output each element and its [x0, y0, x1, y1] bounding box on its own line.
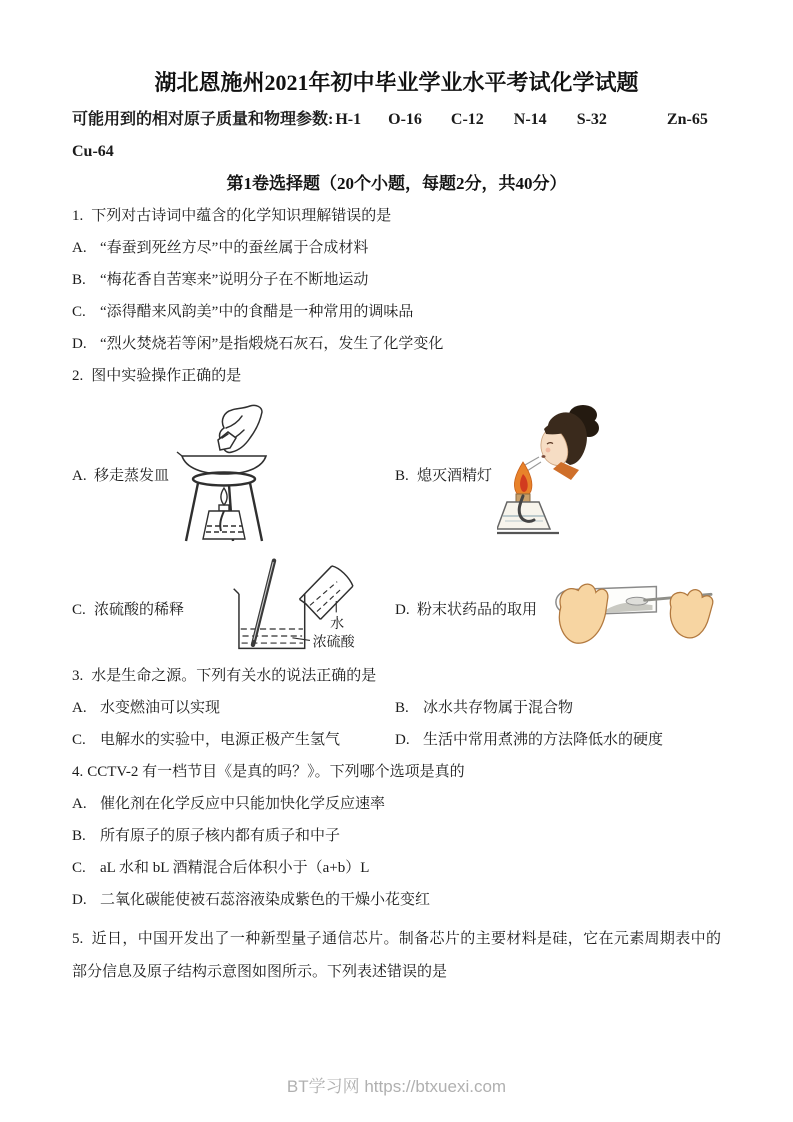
left-hand: [559, 584, 608, 643]
question-stem-text: 下列对古诗词中蕴含的化学知识理解错误的是: [91, 208, 392, 224]
option-text: 二氧化碳能使被石蕊溶液染成紫色的干燥小花变红: [100, 892, 431, 908]
option-label: B.: [395, 467, 409, 484]
option-text: 冰水共存物属于混合物: [423, 700, 574, 716]
question-1-option-a: [72, 239, 721, 271]
option-label: C.: [72, 860, 86, 876]
question-4-stem: [72, 763, 721, 795]
question-3: [72, 667, 721, 763]
question-number: 5.: [72, 931, 84, 947]
question-2-figures: [72, 399, 721, 667]
beaker: [239, 594, 305, 648]
question-2-option-d: [395, 549, 721, 667]
question-4-option-a: [72, 795, 721, 827]
option-label: B.: [395, 700, 409, 716]
acid-pointer: [292, 638, 310, 641]
option-text: “春蚕到死丝方尽”中的蚕丝属于合成材料: [100, 240, 369, 256]
option-label: D.: [72, 892, 87, 908]
option-text: 移走蒸发皿: [94, 467, 170, 484]
question-number: 3.: [72, 668, 84, 684]
question-number: 1.: [72, 208, 84, 224]
water-label: 水: [330, 617, 345, 633]
option-text: 水变燃油可以实现: [100, 700, 221, 716]
question-4: [72, 763, 721, 923]
girl-head: [541, 405, 599, 480]
alcohol-lamp: [497, 494, 559, 533]
question-4-option-c: [72, 859, 721, 891]
flame-icon: [514, 462, 531, 496]
question-4-option-b: [72, 827, 721, 859]
question-stem-text: CCTV-2 有一档节目《是真的吗？》。下列哪个选项是真的: [87, 764, 465, 780]
option-text: 生活中常用煮沸的方法降低水的硬度: [423, 732, 664, 748]
question-1-option-c: [72, 303, 721, 335]
atomic-mass-prefix: 可能用到的相对原子质量和物理参数:: [72, 111, 334, 128]
question-number: 4.: [72, 764, 84, 780]
atomic-mass-s: S-32: [576, 111, 607, 128]
atomic-mass-h: H-1: [335, 111, 362, 128]
page-title: 湖北恩施州2021年初中毕业学业水平考试化学试题: [154, 70, 639, 95]
question-1-option-d: [72, 335, 721, 367]
question-3-stem: [72, 667, 721, 699]
option-text: 浓硫酸的稀释: [94, 601, 185, 618]
option-label: D.: [395, 601, 410, 618]
question-stem-text: 水是生命之源。下列有关水的说法正确的是: [91, 668, 377, 684]
question-1-option-b: [72, 271, 721, 303]
option-label: C.: [72, 732, 86, 748]
atomic-mass-line: [72, 110, 721, 130]
question-1-stem: [72, 207, 721, 239]
right-hand: [670, 590, 712, 638]
option-label: A.: [72, 467, 87, 484]
evaporating-dish: [182, 456, 266, 474]
option-label: A.: [72, 700, 87, 716]
question-2-option-c: [72, 549, 395, 667]
option-label: A.: [72, 796, 87, 812]
option-text: 催化剂在化学反应中只能加快化学反应速率: [100, 796, 386, 812]
section-title: 第1卷选择题（20个小题，每题2分，共40分）: [226, 174, 567, 193]
option-label: C.: [72, 601, 86, 618]
option-label: B.: [72, 828, 86, 844]
question-3-option-c: [72, 731, 395, 763]
atomic-mass-n: N-14: [513, 111, 547, 128]
question-3-option-a: [72, 699, 395, 731]
question-3-option-b: [395, 699, 721, 731]
alcohol-lamp: [203, 488, 245, 539]
option-label: C.: [72, 304, 86, 320]
question-number: 2.: [72, 368, 84, 384]
question-3-option-d: [395, 731, 721, 763]
acid-label: 浓硫酸: [312, 635, 355, 651]
option-label: D.: [395, 732, 410, 748]
question-2-option-b: [395, 399, 721, 549]
option-text: “添得醋来风韵美”中的食醋是一种常用的调味品: [100, 304, 414, 320]
option-text: 所有原子的原子核内都有质子和中子: [100, 828, 341, 844]
atomic-mass-line-2: Cu-64: [72, 143, 114, 160]
figure-extinguish-alcohol-lamp: [497, 404, 609, 544]
option-text: 粉末状药品的取用: [417, 601, 538, 618]
question-4-option-d: [72, 891, 721, 923]
question-stem-text: 图中实验操作正确的是: [91, 368, 242, 384]
figure-dilute-sulfuric-acid: [189, 552, 395, 664]
question-2-option-a: [72, 399, 395, 549]
question-5-stem: [72, 923, 721, 989]
option-label: A.: [72, 240, 87, 256]
figure-moving-evaporating-dish: [174, 404, 274, 544]
option-text: 熄灭酒精灯: [417, 467, 493, 484]
atomic-mass-zn: Zn-65: [666, 111, 708, 128]
option-label: D.: [72, 336, 87, 352]
option-text: “梅花香自苦寒来”说明分子在不断地运动: [100, 272, 369, 288]
watermark: BT学习网 https://btxuexi.com: [286, 1077, 507, 1096]
question-2-stem: [72, 367, 721, 399]
question-stem-text: 近日，中国开发出了一种新型量子通信芯片。制备芯片的主要材料是硅，它在元素周期表中的部分信息及原子结构示意图如图所示。下列表述错误的是: [72, 931, 721, 980]
atomic-mass-o: O-16: [388, 111, 422, 128]
atomic-mass-c: C-12: [450, 111, 484, 128]
figure-powder-transfer: [542, 568, 720, 648]
option-text: 电解水的实验中，电源正极产生氢气: [100, 732, 341, 748]
option-label: B.: [72, 272, 86, 288]
pouring-beaker: [299, 566, 352, 619]
acid-liquid: [241, 629, 303, 643]
option-text: “烈火焚烧若等闲”是指煅烧石灰石，发生了化学变化: [100, 336, 444, 352]
question-1: [72, 207, 721, 367]
question-2: [72, 367, 721, 667]
option-text: aL 水和 bL 酒精混合后体积小于（a+b）L: [100, 860, 370, 876]
